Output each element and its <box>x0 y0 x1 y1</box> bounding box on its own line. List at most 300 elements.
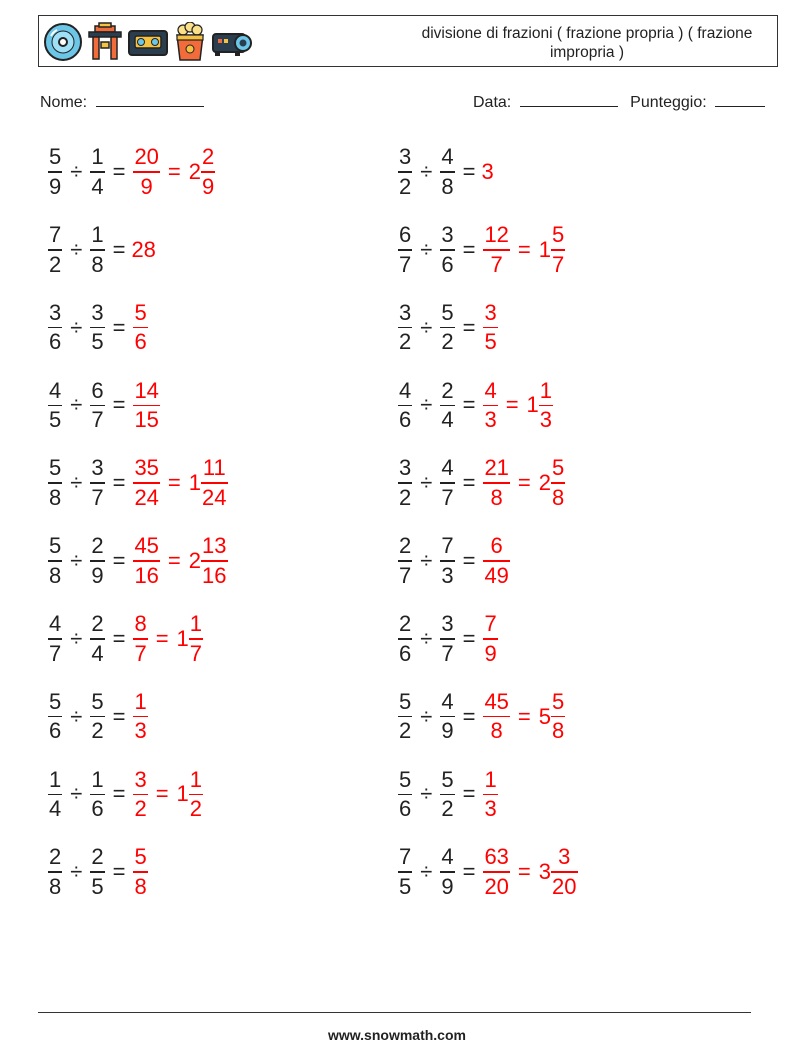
dividend-fraction-numerator: 2 <box>49 844 62 870</box>
mixed-fraction-denominator: 8 <box>552 484 565 510</box>
mixed-fraction-numerator: 1 <box>189 611 203 637</box>
answer-fraction-denominator: 7 <box>490 251 503 277</box>
divisor-fraction <box>90 613 104 665</box>
answer-fraction <box>133 377 159 433</box>
problem-item <box>396 451 567 515</box>
divisor-fraction-numerator: 1 <box>91 144 104 170</box>
divisor-fraction-denominator: 8 <box>441 173 454 199</box>
dividend-fraction-denominator: 5 <box>49 407 62 433</box>
dividend-fraction-numerator: 4 <box>399 377 412 403</box>
mixed-fraction-denominator: 2 <box>189 796 203 822</box>
problem-item <box>396 140 494 204</box>
divide-sign: ÷ <box>70 314 83 340</box>
footer-divider <box>38 1012 751 1013</box>
equals-sign: = <box>462 625 476 651</box>
score-label: Punteggio: <box>630 94 707 111</box>
cassette-tape-icon <box>127 22 169 62</box>
answer-fraction-denominator: 49 <box>484 562 509 588</box>
divisor-fraction-denominator: 2 <box>441 796 454 822</box>
divide-sign: ÷ <box>70 625 83 651</box>
divide-sign: ÷ <box>70 859 83 885</box>
answer-fraction-denominator: 8 <box>490 718 503 744</box>
answer-fraction-numerator: 45 <box>484 688 509 714</box>
name-blank[interactable] <box>96 92 204 107</box>
answer-fraction-numerator: 4 <box>484 377 497 403</box>
dividend-fraction-numerator: 3 <box>399 299 412 325</box>
divide-sign: ÷ <box>420 236 433 262</box>
answer-equals-sign: = <box>517 859 531 885</box>
divisor-fraction-denominator: 7 <box>441 640 454 666</box>
answer-fraction <box>483 377 497 433</box>
answer-fraction-denominator: 6 <box>134 329 147 355</box>
equals-sign: = <box>462 314 476 340</box>
answer-fraction-numerator: 12 <box>484 222 509 248</box>
mixed-fraction-numerator: 2 <box>202 144 215 170</box>
dividend-fraction <box>398 846 412 898</box>
dividend-fraction <box>48 846 62 898</box>
dividend-fraction-numerator: 5 <box>49 144 62 170</box>
mixed-fraction-numerator: 13 <box>202 533 227 559</box>
mixed-whole: 2 <box>188 548 202 573</box>
dividend-fraction-numerator: 3 <box>49 299 62 325</box>
mixed-fraction <box>539 377 553 433</box>
mixed-whole: 2 <box>538 470 552 496</box>
divide-sign: ÷ <box>70 703 83 729</box>
dividend-fraction-denominator: 6 <box>399 796 412 822</box>
dividend-fraction-denominator: 9 <box>49 173 62 199</box>
answer-fraction <box>483 224 509 276</box>
divisor-fraction-numerator: 2 <box>441 377 454 403</box>
divide-sign: ÷ <box>70 236 83 262</box>
dividend-fraction <box>48 224 62 276</box>
divisor-fraction <box>90 846 104 898</box>
divisor-fraction-numerator: 7 <box>441 533 454 559</box>
problem-item <box>396 296 500 360</box>
mixed-whole: 1 <box>526 392 539 418</box>
divisor-fraction-numerator: 2 <box>91 844 104 870</box>
name-label: Nome: <box>40 94 88 111</box>
dividend-fraction <box>398 299 412 355</box>
dividend-fraction <box>48 688 62 744</box>
dividend-fraction <box>398 613 412 665</box>
dividend-fraction-numerator: 1 <box>49 766 62 792</box>
problem-item <box>46 451 230 515</box>
mixed-fraction-denominator: 9 <box>202 173 215 199</box>
divisor-fraction-numerator: 1 <box>91 766 104 792</box>
equals-sign: = <box>462 392 476 418</box>
answer-whole: 28 <box>131 236 156 262</box>
dividend-fraction <box>48 613 62 665</box>
mixed-fraction-numerator: 1 <box>539 377 553 403</box>
mixed-fraction-denominator: 8 <box>552 718 565 744</box>
problem-item <box>396 840 580 904</box>
dividend-fraction-denominator: 5 <box>399 873 412 899</box>
divisor-fraction-numerator: 4 <box>441 688 454 714</box>
divisor-fraction-denominator: 4 <box>441 407 454 433</box>
problem-item <box>46 840 150 904</box>
mixed-fraction-numerator: 3 <box>558 844 571 870</box>
answer-fraction-denominator: 3 <box>134 718 147 744</box>
equals-sign: = <box>112 548 126 573</box>
answer-equals-sign: = <box>505 392 519 418</box>
answer-fraction <box>133 146 159 198</box>
mixed-whole: 1 <box>188 470 202 496</box>
divisor-fraction-numerator: 5 <box>91 688 104 714</box>
mixed-fraction <box>189 766 203 822</box>
dividend-fraction <box>48 299 62 355</box>
dividend-fraction <box>398 535 412 587</box>
footer-url: www.snowmath.com <box>328 1027 466 1043</box>
dividend-fraction <box>48 146 62 198</box>
divisor-fraction <box>440 457 454 509</box>
answer-fraction-denominator: 9 <box>484 640 497 666</box>
answer-equals-sign: = <box>167 159 181 184</box>
popcorn-icon <box>173 22 207 62</box>
divisor-fraction-numerator: 5 <box>441 766 454 792</box>
answer-fraction-numerator: 63 <box>484 844 509 870</box>
problem-item <box>46 685 150 749</box>
answer-fraction-denominator: 3 <box>484 407 497 433</box>
score-blank[interactable] <box>715 92 765 107</box>
dividend-fraction-numerator: 4 <box>49 611 62 637</box>
divisor-fraction-numerator: 3 <box>441 611 454 637</box>
divide-sign: ÷ <box>70 548 83 573</box>
divide-sign: ÷ <box>420 470 433 496</box>
mixed-fraction <box>551 688 565 744</box>
dividend-fraction-denominator: 4 <box>49 796 62 822</box>
dividend-fraction-numerator: 3 <box>399 455 412 481</box>
divisor-fraction <box>440 846 454 898</box>
answer-fraction-numerator: 1 <box>484 766 497 792</box>
problem-item <box>396 762 500 826</box>
equals-sign: = <box>462 703 476 729</box>
divisor-fraction-denominator: 3 <box>441 562 454 588</box>
divisor-fraction-denominator: 9 <box>91 562 104 588</box>
answer-fraction <box>133 766 147 822</box>
problem-item <box>46 529 230 593</box>
answer-fraction <box>133 613 147 665</box>
mixed-whole: 2 <box>188 159 202 184</box>
dividend-fraction-denominator: 8 <box>49 562 62 588</box>
divide-sign: ÷ <box>420 859 433 885</box>
divisor-fraction-denominator: 5 <box>91 873 104 899</box>
problem-item <box>396 607 500 671</box>
answer-fraction <box>483 299 497 355</box>
divisor-fraction-denominator: 6 <box>91 796 104 822</box>
problem-item <box>396 685 567 749</box>
equals-sign: = <box>462 159 476 184</box>
dividend-fraction-numerator: 4 <box>49 377 62 403</box>
divide-sign: ÷ <box>70 470 83 496</box>
mixed-fraction-numerator: 11 <box>202 455 226 481</box>
divisor-fraction-numerator: 2 <box>91 533 104 559</box>
divisor-fraction <box>90 299 104 355</box>
name-field <box>40 92 204 112</box>
dividend-fraction <box>48 377 62 433</box>
dividend-fraction <box>398 224 412 276</box>
mixed-whole: 1 <box>538 236 552 262</box>
answer-fraction-denominator: 8 <box>490 484 503 510</box>
dividend-fraction-numerator: 5 <box>49 533 62 559</box>
dividend-fraction-numerator: 5 <box>399 766 412 792</box>
mixed-fraction <box>201 457 227 509</box>
answer-fraction-denominator: 9 <box>140 173 153 199</box>
equals-sign: = <box>462 470 476 496</box>
mixed-fraction-denominator: 3 <box>539 407 553 433</box>
mixed-fraction-denominator: 20 <box>552 873 577 899</box>
answer-fraction <box>133 299 147 355</box>
answer-fraction-numerator: 35 <box>134 455 159 481</box>
answer-fraction-denominator: 2 <box>134 796 147 822</box>
answer-fraction <box>483 613 497 665</box>
problem-item <box>46 140 217 204</box>
answer-fraction-denominator: 24 <box>134 484 159 510</box>
divisor-fraction-denominator: 9 <box>441 718 454 744</box>
answer-fraction-denominator: 20 <box>484 873 509 899</box>
divide-sign: ÷ <box>420 314 433 340</box>
answer-equals-sign: = <box>517 236 531 262</box>
answer-fraction-numerator: 3 <box>484 299 497 325</box>
divisor-fraction <box>90 146 104 198</box>
dividend-fraction-denominator: 6 <box>399 407 412 433</box>
answer-fraction-numerator: 3 <box>134 766 147 792</box>
answer-equals-sign: = <box>517 703 531 729</box>
divisor-fraction-numerator: 3 <box>441 222 454 248</box>
equals-sign: = <box>112 470 126 496</box>
answer-equals-sign: = <box>167 548 181 573</box>
equals-sign: = <box>112 625 126 651</box>
divisor-fraction-numerator: 3 <box>91 455 104 481</box>
dividend-fraction-numerator: 5 <box>399 688 412 714</box>
date-label: Data: <box>473 94 512 111</box>
equals-sign: = <box>112 159 126 184</box>
answer-fraction-numerator: 45 <box>134 533 159 559</box>
date-blank[interactable] <box>520 92 618 107</box>
divisor-fraction <box>440 535 454 587</box>
answer-equals-sign: = <box>517 470 531 496</box>
dividend-fraction <box>398 688 412 744</box>
problem-item <box>396 373 555 437</box>
dividend-fraction-denominator: 8 <box>49 873 62 899</box>
dividend-fraction-denominator: 6 <box>49 718 62 744</box>
divisor-fraction-denominator: 8 <box>91 251 104 277</box>
divisor-fraction-denominator: 7 <box>91 484 104 510</box>
answer-fraction <box>483 846 509 898</box>
answer-fraction-numerator: 6 <box>490 533 503 559</box>
dividend-fraction <box>398 377 412 433</box>
answer-fraction-numerator: 8 <box>134 611 147 637</box>
answer-equals-sign: = <box>155 781 169 807</box>
dividend-fraction <box>48 457 62 509</box>
divisor-fraction <box>90 766 104 822</box>
divisor-fraction-denominator: 9 <box>441 873 454 899</box>
cd-disc-icon <box>43 22 83 62</box>
mixed-fraction <box>201 535 227 587</box>
worksheet-title: divisione di frazioni ( frazione propria ) ( frazione impropria ) <box>421 25 753 61</box>
problem-item <box>396 218 567 282</box>
divisor-fraction <box>90 688 104 744</box>
equals-sign: = <box>112 314 126 340</box>
divisor-fraction-numerator: 4 <box>441 455 454 481</box>
mixed-fraction <box>551 457 565 509</box>
divide-sign: ÷ <box>420 159 433 184</box>
mixed-fraction-denominator: 7 <box>189 640 203 666</box>
answer-fraction-numerator: 1 <box>134 688 147 714</box>
dividend-fraction-numerator: 2 <box>399 533 412 559</box>
answer-fraction-denominator: 5 <box>484 329 497 355</box>
problem-item <box>396 529 512 593</box>
dividend-fraction <box>48 535 62 587</box>
divide-sign: ÷ <box>420 781 433 807</box>
divisor-fraction-numerator: 4 <box>441 144 454 170</box>
dividend-fraction-numerator: 6 <box>399 222 412 248</box>
answer-fraction <box>483 535 509 587</box>
answer-fraction-numerator: 7 <box>484 611 497 637</box>
answer-equals-sign: = <box>167 470 181 496</box>
mixed-fraction-numerator: 5 <box>552 688 565 714</box>
answer-fraction-numerator: 14 <box>134 377 159 403</box>
answer-fraction-numerator: 21 <box>484 455 509 481</box>
equals-sign: = <box>112 781 126 807</box>
divide-sign: ÷ <box>70 781 83 807</box>
answer-whole: 3 <box>481 159 494 184</box>
divisor-fraction <box>440 766 454 822</box>
dividend-fraction <box>48 766 62 822</box>
divide-sign: ÷ <box>70 392 83 418</box>
equals-sign: = <box>462 859 476 885</box>
divisor-fraction <box>440 377 454 433</box>
mixed-fraction-numerator: 5 <box>552 222 565 248</box>
equals-sign: = <box>462 236 476 262</box>
answer-fraction-denominator: 8 <box>134 873 147 899</box>
problem-item <box>46 373 162 437</box>
mixed-fraction <box>189 613 203 665</box>
answer-fraction-denominator: 3 <box>484 796 497 822</box>
answer-fraction <box>133 846 147 898</box>
dividend-fraction-denominator: 2 <box>49 251 62 277</box>
divide-sign: ÷ <box>420 392 433 418</box>
divisor-fraction-numerator: 2 <box>91 611 104 637</box>
answer-fraction-denominator: 15 <box>134 407 159 433</box>
dividend-fraction <box>398 146 412 198</box>
divisor-fraction-denominator: 2 <box>91 718 104 744</box>
mixed-whole: 1 <box>176 781 189 807</box>
dividend-fraction-denominator: 6 <box>399 640 412 666</box>
mixed-fraction-denominator: 16 <box>202 562 227 588</box>
divisor-fraction-numerator: 6 <box>91 377 104 403</box>
divisor-fraction-denominator: 4 <box>91 173 104 199</box>
dividend-fraction-numerator: 5 <box>49 455 62 481</box>
header-icons <box>43 22 255 62</box>
pagoda-gate-icon <box>87 22 123 62</box>
divisor-fraction <box>440 688 454 744</box>
dividend-fraction-numerator: 7 <box>399 844 412 870</box>
divisor-fraction <box>90 535 104 587</box>
divisor-fraction-denominator: 5 <box>91 329 104 355</box>
divisor-fraction <box>440 299 454 355</box>
mixed-whole: 3 <box>538 859 552 885</box>
dividend-fraction-numerator: 3 <box>399 144 412 170</box>
problem-item <box>46 607 205 671</box>
projector-icon <box>211 22 255 62</box>
answer-fraction <box>133 688 147 744</box>
answer-fraction-numerator: 5 <box>134 844 147 870</box>
dividend-fraction <box>398 766 412 822</box>
equals-sign: = <box>462 781 476 807</box>
mixed-fraction-denominator: 7 <box>552 251 565 277</box>
dividend-fraction-denominator: 2 <box>399 329 412 355</box>
divide-sign: ÷ <box>70 159 83 184</box>
divisor-fraction-numerator: 4 <box>441 844 454 870</box>
mixed-fraction <box>551 846 577 898</box>
problem-item <box>46 296 150 360</box>
mixed-fraction-denominator: 24 <box>202 484 227 510</box>
dividend-fraction-denominator: 6 <box>49 329 62 355</box>
mixed-fraction <box>201 146 215 198</box>
equals-sign: = <box>112 392 126 418</box>
answer-fraction <box>483 688 509 744</box>
problem-item <box>46 762 205 826</box>
date-score-fields <box>473 92 765 112</box>
mixed-whole: 1 <box>176 625 189 651</box>
divide-sign: ÷ <box>420 703 433 729</box>
divisor-fraction <box>90 377 104 433</box>
dividend-fraction-numerator: 7 <box>49 222 62 248</box>
divisor-fraction-denominator: 2 <box>441 329 454 355</box>
divisor-fraction <box>440 613 454 665</box>
mixed-fraction-numerator: 5 <box>552 455 565 481</box>
dividend-fraction-numerator: 2 <box>399 611 412 637</box>
dividend-fraction-denominator: 2 <box>399 173 412 199</box>
divisor-fraction <box>440 224 454 276</box>
divisor-fraction <box>440 146 454 198</box>
answer-fraction <box>133 535 159 587</box>
divisor-fraction-denominator: 4 <box>91 640 104 666</box>
dividend-fraction-denominator: 2 <box>399 718 412 744</box>
mixed-fraction <box>551 224 565 276</box>
equals-sign: = <box>112 859 126 885</box>
worksheet-header <box>38 15 778 67</box>
equals-sign: = <box>112 703 126 729</box>
answer-fraction-denominator: 7 <box>134 640 147 666</box>
answer-fraction-numerator: 5 <box>134 299 147 325</box>
answer-fraction-denominator: 16 <box>134 562 159 588</box>
dividend-fraction-denominator: 2 <box>399 484 412 510</box>
problem-item <box>46 218 156 282</box>
dividend-fraction-denominator: 7 <box>49 640 62 666</box>
divisor-fraction <box>90 457 104 509</box>
mixed-fraction-numerator: 1 <box>189 766 203 792</box>
divisor-fraction-numerator: 3 <box>91 299 104 325</box>
answer-fraction <box>483 766 497 822</box>
divisor-fraction-denominator: 6 <box>441 251 454 277</box>
divisor-fraction <box>90 224 104 276</box>
dividend-fraction-denominator: 7 <box>399 562 412 588</box>
mixed-whole: 5 <box>538 703 552 729</box>
divisor-fraction-numerator: 1 <box>91 222 104 248</box>
answer-fraction <box>483 457 509 509</box>
equals-sign: = <box>462 548 476 573</box>
dividend-fraction-denominator: 8 <box>49 484 62 510</box>
dividend-fraction <box>398 457 412 509</box>
answer-equals-sign: = <box>155 625 169 651</box>
equals-sign: = <box>112 236 126 262</box>
divisor-fraction-denominator: 7 <box>91 407 104 433</box>
divisor-fraction-denominator: 7 <box>441 484 454 510</box>
dividend-fraction-numerator: 5 <box>49 688 62 714</box>
answer-fraction <box>133 457 159 509</box>
divide-sign: ÷ <box>420 548 433 573</box>
